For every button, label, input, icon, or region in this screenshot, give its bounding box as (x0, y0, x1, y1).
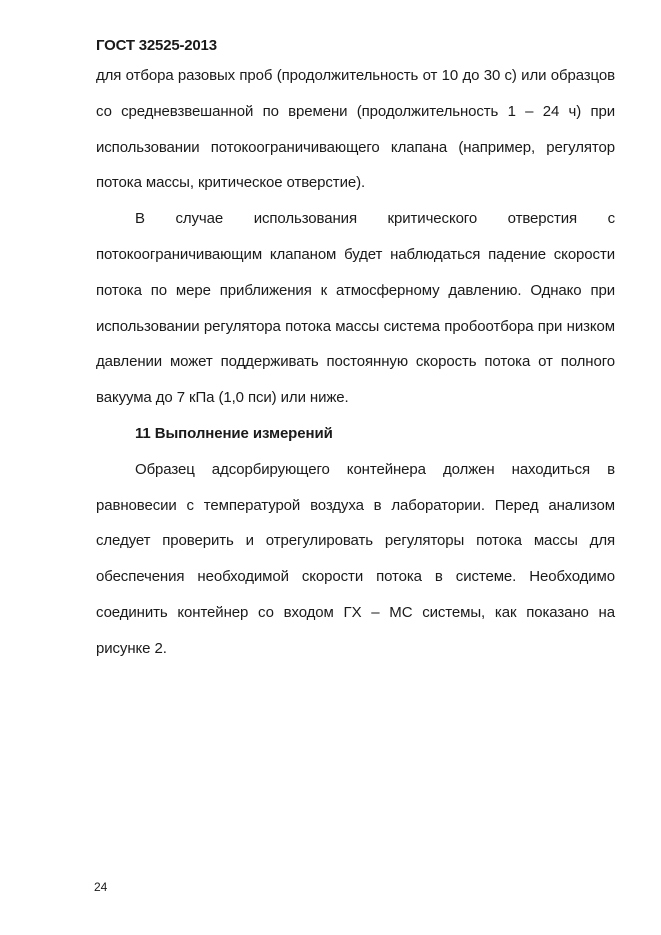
paragraph-measurements: Образец адсорбирующего контейнера должен находиться в равновесии с температурой воздуха в лаборатории. Перед анализом следует проверить и отрегулировать регуляторы потока массы для обеспечения необходимой скорости потока в системе. Необходимо соединить контейнер со входом ГХ – МС системы, как показано на рисунке 2. (96, 460, 615, 657)
paragraph-continuation: для отбора разовых проб (продолжительность от 10 до 30 с) или образцов со средневзвешанной по времени (продолжительность 1 – 24 ч) при использовании потокоограничивающего клапана (например, регулятор потока массы, критическое отверстие). (96, 67, 615, 192)
document-header-code: ГОСТ 32525-2013 (96, 37, 217, 54)
paragraph-critical-orifice: В случае использования критического отверстия с потокоограничивающим клапаном будет наблюдаться падение скорости потока по мере приближения к атмосферному давлению. Однако при использовании регулятора потока массы система пробоотбора при низком давлении может поддерживать постоянную скорость потока от полного вакуума до 7 кПа (1,0 пси) или ниже. (96, 210, 615, 407)
section-heading-measurements: 11 Выполнение измерений (135, 424, 333, 442)
page-number: 24 (94, 880, 108, 894)
document-body (96, 58, 615, 667)
